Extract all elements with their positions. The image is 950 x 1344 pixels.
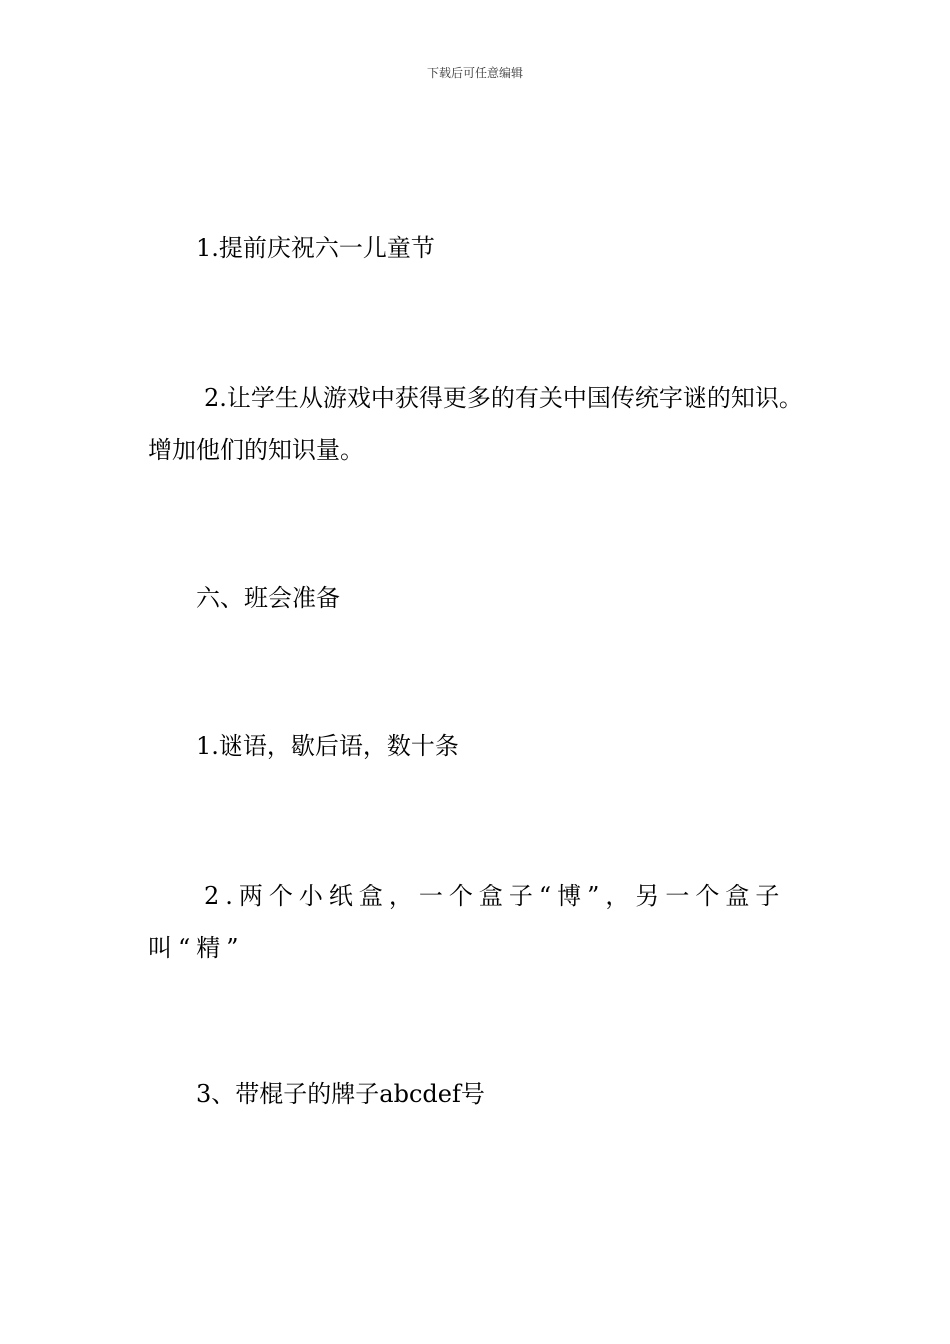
- paragraph-item-2: 2.让学生从游戏中获得更多的有关中国传统字谜的知识。增加他们的知识量。: [148, 384, 803, 464]
- paragraph-prep-1: 1.谜语，歇后语，数十条: [196, 732, 459, 760]
- section-heading-preparation: 六、班会准备: [196, 584, 340, 612]
- page-header-note: 下载后可任意编辑: [426, 66, 523, 80]
- paragraph-prep-2: 2.两个小纸盒，一个盒子“博”，另一个盒子叫“精”: [148, 882, 786, 962]
- paragraph-item-1: 1.提前庆祝六一儿童节: [196, 234, 435, 262]
- paragraph-prep-3: 3、带棍子的牌子abcdef号: [196, 1080, 485, 1108]
